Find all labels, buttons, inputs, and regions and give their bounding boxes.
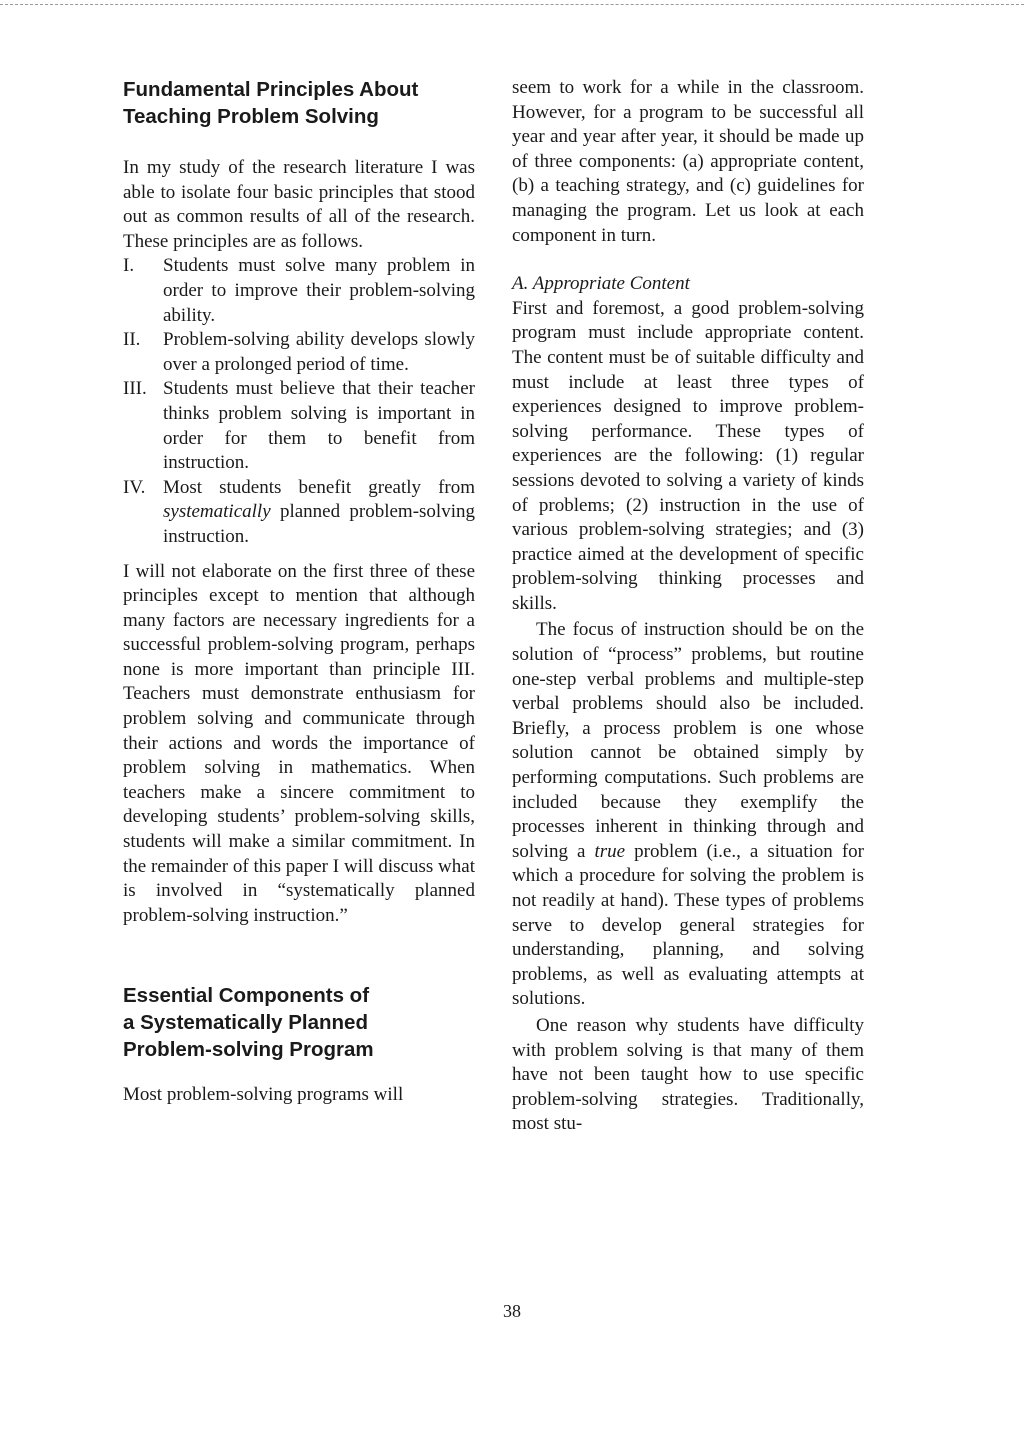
heading-line: Fundamental Principles About (123, 78, 419, 101)
heading-line: a Systematically Planned (123, 1011, 368, 1035)
body-paragraph-elaboration: I will not elaborate on the first three of these principles except to mention that although many factors are necessary ingredients for a successful problem-solving program, perhaps none is more important than principle III. Teachers must demonstrate enthusiasm for problem solving and communicate through their actions and words the importance of problem solving in mathematics. When teachers make a sincere commitment to developing students’ problem-solving skills, students will make a similar commitment. In the remainder of this paper I will discuss what is involved in “systematically planned problem-solving instruction.” (123, 560, 475, 926)
emphasis-systematically: systematically (163, 501, 271, 523)
principle-number: I. (123, 255, 135, 277)
page-number: 38 (503, 1301, 521, 1321)
principle-item (123, 328, 475, 377)
section-heading-fundamental-principles (123, 76, 475, 130)
principle-text-part: Most students benefit greatly from (163, 476, 475, 498)
left-column (123, 76, 475, 1108)
principle-item (123, 377, 475, 475)
body-paragraph-content: First and foremost, a good problem-solving program must include appropriate content. The content must be of suitable difficulty and must include at least three types of experiences designed to improve problem-solving performance. These types of experiences are the following: (1) regular sessions devoted to solving a variety of kinds of problems; (2) instruction in the use of various problem-solving strategies; and (3) practice aimed at the development of specific problem-solving thinking processes and skills. (512, 297, 864, 614)
principle-text: Problem-solving ability develops slowly over a prolonged period of time. (163, 329, 475, 375)
subheading-appropriate-content: A. Appropriate Content (512, 273, 690, 295)
body-paragraph-programs: Most problem-solving programs will (123, 1084, 404, 1106)
body-paragraph-strategies: One reason why students have difficulty with problem solving is that many of them have not been taught how to use specific problem-solving strategies. Traditionally, most stu- (512, 1014, 864, 1135)
right-column (512, 76, 864, 1137)
principle-number: III. (123, 378, 147, 400)
principle-item (123, 476, 475, 550)
body-paragraph-focus (512, 618, 864, 1012)
paragraph-text-part: problem (i.e., a situation for which a procedure for solving the problem is not readily at hand). These types of problems serve to develop general strategies for understanding, planning, and solving problems, as well as evaluating attempts at solutions. (512, 840, 865, 1010)
emphasis-true: true (594, 840, 626, 862)
section-heading-essential-components (123, 982, 475, 1063)
heading-line: Teaching Problem Solving (123, 105, 379, 128)
principle-text: Students must believe that their teacher thinks problem solving is important in order for them to benefit from instruction. (163, 378, 475, 474)
principles-list (123, 254, 475, 549)
heading-line: Problem-solving Program (123, 1038, 374, 1062)
principle-number: IV. (123, 476, 146, 498)
body-paragraph-continued: seem to work for a while in the classroom. However, for a program to be successful all year and year after year, it should be made up of three components: (a) appropriate content, (b) a teaching strategy, and (c) guidelines for managing the program. Let us look at each component in turn. (512, 77, 864, 246)
top-scan-rule (0, 4, 1024, 5)
principle-number: II. (123, 329, 141, 351)
principle-text-part: planned problem-solving instruction. (163, 501, 475, 547)
principle-item (123, 254, 475, 328)
intro-paragraph: In my study of the research literature I was able to isolate four basic principles that stood out as common results of all of the research. These principles are as follows. (123, 157, 475, 252)
principle-text (163, 477, 475, 547)
heading-line: Essential Components of (123, 984, 370, 1008)
paragraph-text-part: The focus of instruction should be on the solution of “process” problems, but routine one-step verbal problems and multiple-step verbal problems should also be included. Briefly, a process problem is one whose solution cannot be obtained simply by performing computations. Such problems are included because they exemplify the processes inherent in thinking through and solving a (512, 619, 864, 862)
principle-text: Students must solve many problem in order to improve their problem-solving ability. (163, 255, 475, 326)
